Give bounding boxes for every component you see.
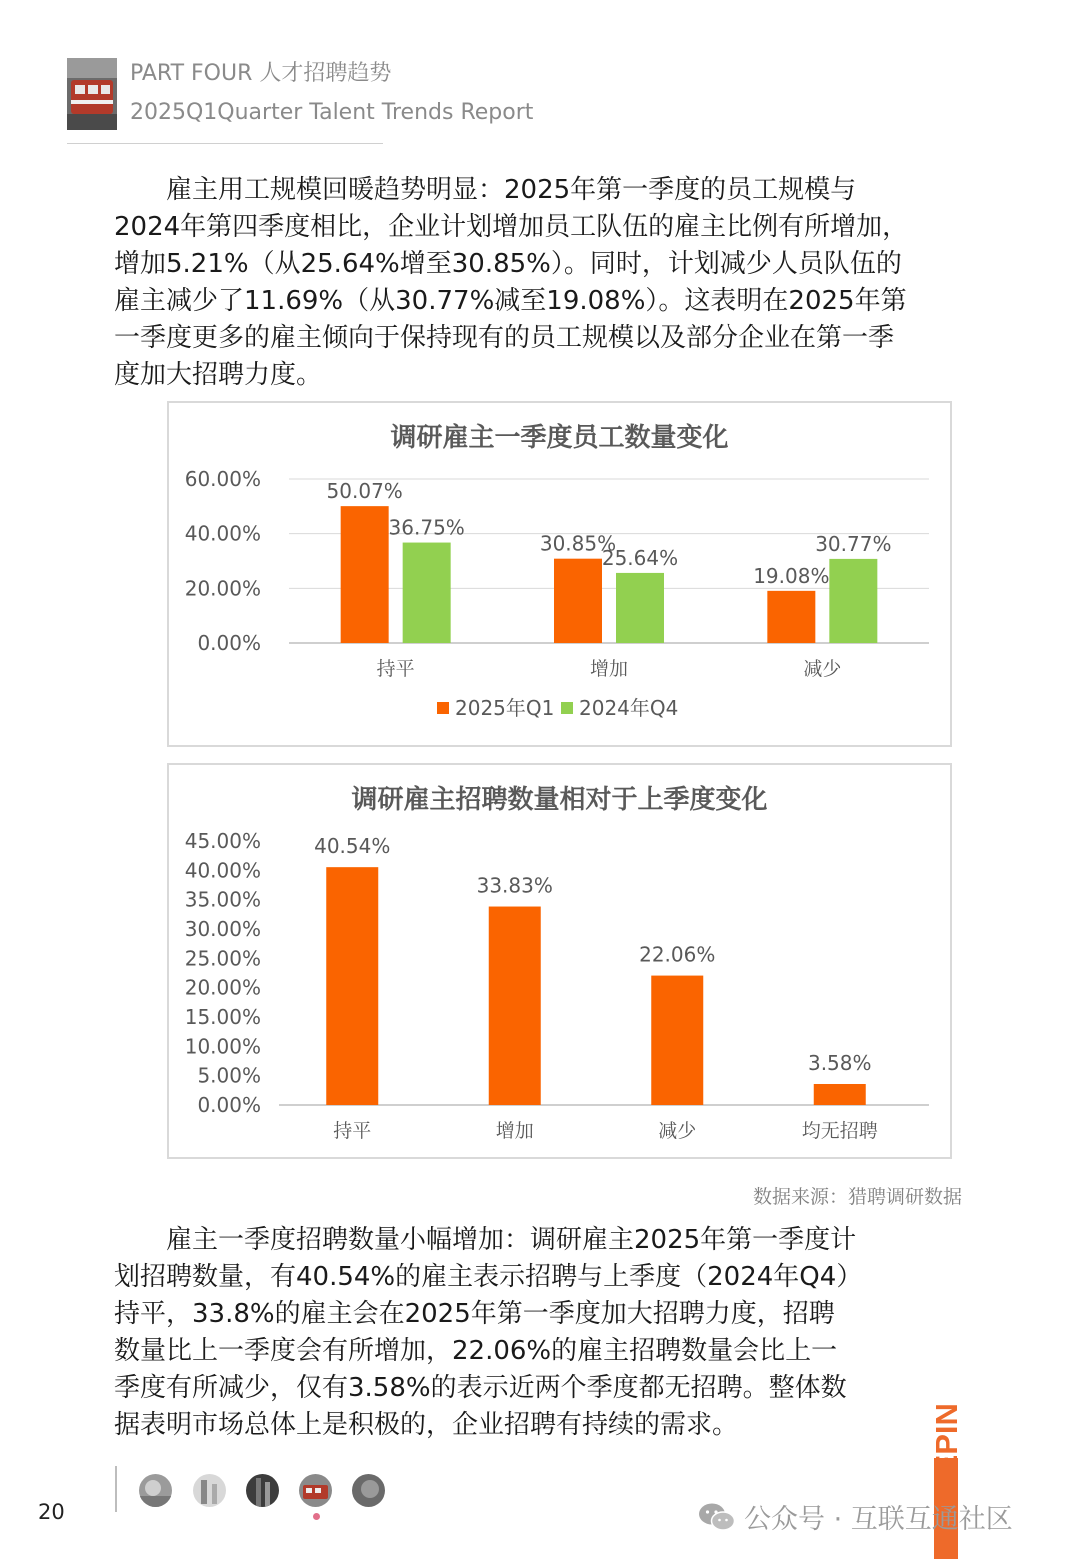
y-tick-label: 15.00% (184, 1005, 261, 1029)
bar (651, 976, 703, 1105)
bar (326, 867, 378, 1105)
paragraph-line: 2024年第四季度相比，企业计划增加员工队伍的雇主比例有所增加， (114, 212, 909, 242)
y-tick-label: 60.00% (184, 467, 261, 491)
y-tick-label: 40.00% (184, 858, 261, 883)
data-label: 30.77% (815, 531, 892, 556)
page-number: 20 (38, 1500, 65, 1524)
header-divider (67, 143, 383, 144)
chart-hiring-count-change (167, 763, 952, 1159)
y-tick-label: 0.00% (197, 1093, 261, 1117)
footer-thumbnail-2[interactable] (193, 1474, 226, 1507)
y-tick-label: 20.00% (184, 576, 261, 601)
data-label: 19.08% (753, 563, 830, 588)
bar-q1-2025 (341, 506, 389, 643)
paragraph-line: 增加5.21%（从25.64%增至30.85%）。同时，计划减少人员队伍的 (114, 249, 902, 279)
y-tick-label: 30.00% (184, 917, 261, 941)
paragraph-line: 数量比上一季度会有所增加，22.06%的雇主招聘数量会比上一 (114, 1336, 838, 1366)
bar-q1-2025 (767, 591, 815, 643)
paragraph-line: 持平，33.8%的雇主会在2025年第一季度加大招聘力度，招聘 (114, 1299, 835, 1329)
wechat-icon (698, 1502, 736, 1532)
header-photo (67, 58, 117, 130)
bar-q4-2024 (829, 559, 877, 643)
wechat-label: 公众号 · 互联互通社区 (744, 1504, 1013, 1535)
legend-label: 2025年Q1 (455, 696, 555, 720)
y-tick-label: 0.00% (197, 631, 261, 655)
data-label: 3.58% (807, 1050, 872, 1075)
category-label: 增加 (589, 658, 629, 680)
category-label: 减少 (658, 1120, 697, 1142)
paragraph-line: 划招聘数量，有40.54%的雇主表示招聘与上季度（2024年Q4） (114, 1262, 863, 1292)
paragraph-workforce-scale (114, 172, 982, 394)
category-label: 持平 (333, 1120, 372, 1142)
bar-q1-2025 (554, 559, 602, 643)
data-label: 36.75% (388, 515, 465, 540)
data-label: 30.85% (539, 531, 617, 556)
category-label: 增加 (495, 1120, 534, 1142)
header-report-title: 2025Q1Quarter Talent Trends Report (130, 100, 534, 125)
y-tick-label: 20.00% (184, 975, 261, 1000)
chart-title: 调研雇主招聘数量相对于上季度变化 (351, 785, 768, 815)
legend-label: 2024年Q4 (579, 696, 679, 720)
data-label: 40.54% (314, 834, 391, 859)
bar (489, 907, 541, 1105)
paragraph-line: 季度有所减少，仅有3.58%的表示近两个季度都无招聘。整体数 (114, 1373, 847, 1403)
chart-title: 调研雇主一季度员工数量变化 (390, 423, 729, 453)
data-label: 33.83% (476, 873, 553, 898)
y-tick-label: 5.00% (197, 1063, 261, 1088)
paragraph-line: 雇主用工规模回暖趋势明显：2025年第一季度的员工规模与 (114, 175, 857, 205)
chart-employee-count-change (167, 401, 952, 747)
chart-plot (169, 765, 950, 1157)
brand-name: LIEPIN (929, 1403, 964, 1503)
category-label: 减少 (803, 658, 842, 680)
y-tick-label: 10.00% (184, 1034, 261, 1059)
footer-thumbnail-4-active[interactable] (299, 1474, 332, 1507)
paragraph-line: 度加大招聘力度。 (114, 360, 323, 390)
wechat-watermark (698, 1497, 1013, 1536)
y-tick-label: 35.00% (184, 887, 261, 912)
category-label: 持平 (376, 658, 415, 680)
footer-thumbnail-3[interactable] (246, 1474, 279, 1507)
bar-q4-2024 (616, 573, 664, 643)
footer-divider (115, 1466, 117, 1512)
data-label: 22.06% (639, 942, 716, 967)
legend-swatch (561, 702, 573, 714)
header-section-title: PART FOUR 人才招聘趋势 (130, 61, 392, 86)
paragraph-line: 雇主一季度招聘数量小幅增加：调研雇主2025年第一季度计 (114, 1225, 857, 1255)
footer-thumbnail-5[interactable] (352, 1474, 385, 1507)
bar (814, 1084, 866, 1105)
bar-q4-2024 (403, 543, 451, 643)
y-tick-label: 25.00% (184, 946, 261, 971)
footer-thumbnail-1[interactable] (139, 1474, 172, 1507)
paragraph-line: 据表明市场总体上是积极的，企业招聘有持续的需求。 (114, 1410, 739, 1440)
paragraph-line: 雇主减少了11.69%（从30.77%减至19.08%）。这表明在2025年第 (114, 286, 907, 316)
data-source-note: 数据来源：猎聘调研数据 (752, 1186, 962, 1208)
legend-swatch (437, 702, 449, 714)
y-tick-label: 40.00% (184, 521, 261, 546)
chart-plot (169, 403, 950, 745)
data-label: 50.07% (326, 479, 403, 504)
category-label: 均无招聘 (801, 1120, 878, 1142)
paragraph-hiring-count (114, 1222, 922, 1444)
data-label: 25.64% (601, 545, 679, 570)
paragraph-line: 一季度更多的雇主倾向于保持现有的员工规模以及部分企业在第一季 (114, 323, 895, 353)
y-tick-label: 45.00% (184, 829, 261, 853)
active-page-indicator (313, 1513, 320, 1520)
brand-vertical-text (929, 1383, 965, 1503)
